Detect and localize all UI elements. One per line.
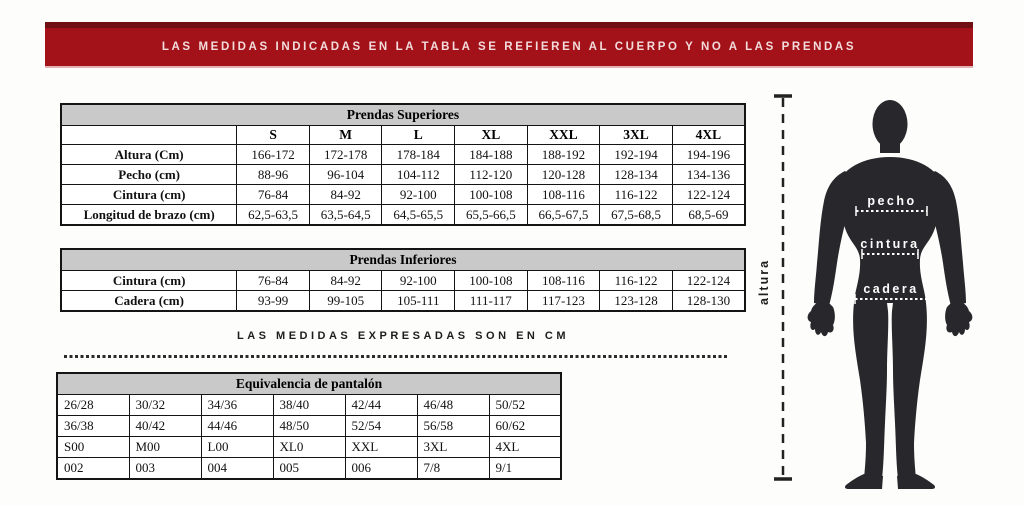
- table-row: [61, 291, 745, 312]
- table-cell: 67,5-68,5: [600, 205, 673, 226]
- units-note: LAS MEDIDAS EXPRESADAS SON EN CM: [236, 330, 570, 342]
- column-header: [61, 126, 237, 145]
- table-cell: 36/38: [57, 416, 129, 437]
- table-title: Equivalencia de pantalón: [57, 373, 561, 395]
- table-cell: 76-84: [237, 271, 310, 291]
- table-cell: 52/54: [345, 416, 417, 437]
- table-title: Prendas Superiores: [61, 104, 745, 126]
- table-cell: 117-123: [527, 291, 600, 312]
- table-cell: 108-116: [527, 271, 600, 291]
- table-cell: 93-99: [237, 291, 310, 312]
- table-cell: 40/42: [129, 416, 201, 437]
- table-prendas-inferiores: [60, 248, 746, 312]
- column-header: 4XL: [672, 126, 745, 145]
- table-row: [61, 145, 745, 165]
- table-cell: 112-120: [455, 165, 528, 185]
- table-equivalencia-pantalon: [56, 372, 562, 480]
- table-cell: 84-92: [309, 185, 382, 205]
- table-cell: 111-117: [455, 291, 528, 312]
- table-row: [57, 437, 561, 458]
- table-cell: 50/52: [489, 395, 561, 416]
- table-cell: 172-178: [309, 145, 382, 165]
- column-header: XXL: [527, 126, 600, 145]
- table-cell: 120-128: [527, 165, 600, 185]
- table-cell: 64,5-65,5: [382, 205, 455, 226]
- cadera-label: cadera: [863, 282, 919, 296]
- column-header: S: [237, 126, 310, 145]
- table-cell: 46/48: [417, 395, 489, 416]
- table-cell: 68,5-69: [672, 205, 745, 226]
- altura-height-line: [774, 96, 792, 479]
- table-cell: 38/40: [273, 395, 345, 416]
- table-cell: 26/28: [57, 395, 129, 416]
- table-cell: S00: [57, 437, 129, 458]
- table-cell: 116-122: [600, 185, 673, 205]
- row-label: Pecho (cm): [61, 165, 237, 185]
- table-cell: 192-194: [600, 145, 673, 165]
- table-cell: 128-130: [672, 291, 745, 312]
- table-cell: 76-84: [237, 185, 310, 205]
- notice-banner-text: LAS MEDIDAS INDICADAS EN LA TABLA SE REFIEREN AL CUERPO Y NO A LAS PRENDAS: [161, 41, 857, 53]
- table-cell: 56/58: [417, 416, 489, 437]
- table-prendas-superiores: [60, 103, 746, 226]
- table-cell: L00: [201, 437, 273, 458]
- row-label: Longitud de brazo (cm): [61, 205, 237, 226]
- table-cell: 66,5-67,5: [527, 205, 600, 226]
- table-cell: 123-128: [600, 291, 673, 312]
- cintura-label: cintura: [860, 237, 920, 251]
- table-cell: 005: [273, 458, 345, 480]
- table-cell: 003: [129, 458, 201, 480]
- column-header: L: [382, 126, 455, 145]
- table-cell: 178-184: [382, 145, 455, 165]
- table-cell: 002: [57, 458, 129, 480]
- table-row: [61, 205, 745, 226]
- table-cell: 62,5-63,5: [237, 205, 310, 226]
- table-cell: 65,5-66,5: [455, 205, 528, 226]
- table-cell: 128-134: [600, 165, 673, 185]
- table-cell: 44/46: [201, 416, 273, 437]
- row-label: Altura (Cm): [61, 145, 237, 165]
- table-cell: 60/62: [489, 416, 561, 437]
- column-header: M: [309, 126, 382, 145]
- table-row: [57, 395, 561, 416]
- table-cell: 3XL: [417, 437, 489, 458]
- row-label: Cadera (cm): [61, 291, 237, 312]
- table-cell: 004: [201, 458, 273, 480]
- table-cell: XL0: [273, 437, 345, 458]
- table-cell: 122-124: [672, 185, 745, 205]
- table-cell: 96-104: [309, 165, 382, 185]
- table-cell: 84-92: [309, 271, 382, 291]
- table-cell: 108-116: [527, 185, 600, 205]
- dashed-divider: [64, 355, 728, 358]
- table-title: Prendas Inferiores: [61, 249, 745, 271]
- table-row: [61, 165, 745, 185]
- table-cell: 30/32: [129, 395, 201, 416]
- table-cell: 100-108: [455, 271, 528, 291]
- pecho-label: pecho: [867, 194, 917, 208]
- table-cell: 188-192: [527, 145, 600, 165]
- table-row: [61, 185, 745, 205]
- column-header: 3XL: [600, 126, 673, 145]
- table-cell: 4XL: [489, 437, 561, 458]
- table-cell: 100-108: [455, 185, 528, 205]
- table-cell: 104-112: [382, 165, 455, 185]
- table-row: [57, 458, 561, 480]
- table-cell: 92-100: [382, 185, 455, 205]
- body-measurement-figure: [755, 85, 1024, 500]
- table-cell: 7/8: [417, 458, 489, 480]
- table-row: [57, 416, 561, 437]
- table-cell: 48/50: [273, 416, 345, 437]
- table-cell: 006: [345, 458, 417, 480]
- table-cell: 122-124: [672, 271, 745, 291]
- table-cell: XXL: [345, 437, 417, 458]
- table-row: [61, 271, 745, 291]
- notice-banner: [45, 22, 973, 68]
- table-cell: 9/1: [489, 458, 561, 480]
- table-cell: 42/44: [345, 395, 417, 416]
- table-cell: 99-105: [309, 291, 382, 312]
- column-header: XL: [455, 126, 528, 145]
- table-cell: 184-188: [455, 145, 528, 165]
- table-cell: M00: [129, 437, 201, 458]
- row-label: Cintura (cm): [61, 271, 237, 291]
- table-cell: 88-96: [237, 165, 310, 185]
- table-cell: 92-100: [382, 271, 455, 291]
- altura-label: altura: [757, 258, 771, 306]
- table-cell: 166-172: [237, 145, 310, 165]
- table-cell: 134-136: [672, 165, 745, 185]
- table-cell: 194-196: [672, 145, 745, 165]
- table-cell: 116-122: [600, 271, 673, 291]
- table-cell: 34/36: [201, 395, 273, 416]
- table-cell: 105-111: [382, 291, 455, 312]
- row-label: Cintura (cm): [61, 185, 237, 205]
- table-cell: 63,5-64,5: [309, 205, 382, 226]
